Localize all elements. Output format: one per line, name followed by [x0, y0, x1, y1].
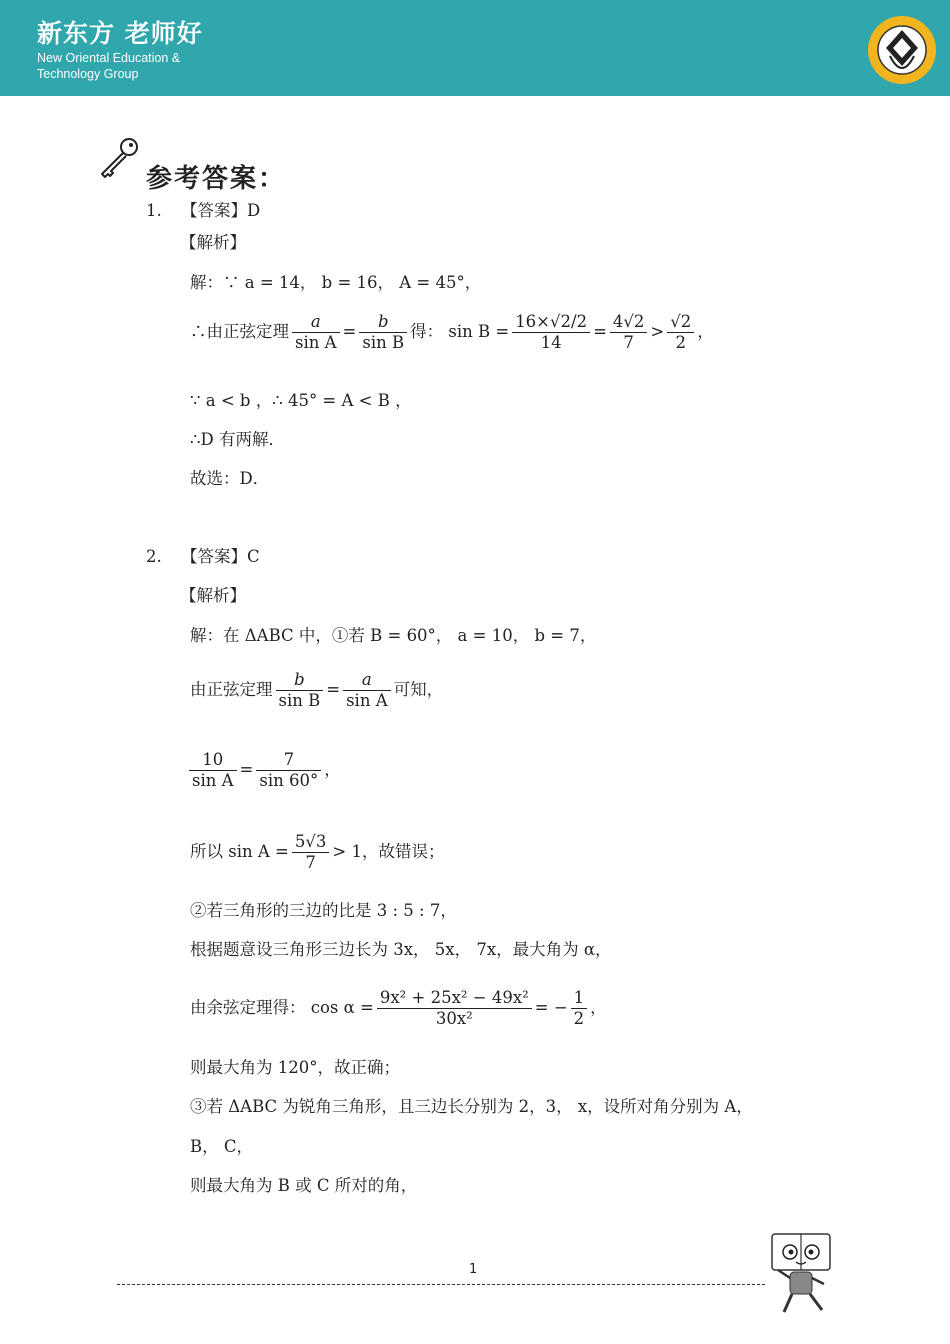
- q2-analysis-label: 【解析】: [180, 586, 246, 605]
- q1-line5: 故选：D．: [190, 469, 270, 488]
- q2-frac-5r3-7: $\frac{5√3}{7}$: [292, 832, 330, 873]
- q2-line8: 则最大角为 120°，故正确；: [190, 1058, 400, 1077]
- q2-answer: 【答案】C: [181, 547, 260, 566]
- q1-line4: ∴D 有两解．: [190, 430, 285, 449]
- q2-line6: 根据题意设三角形三边长为 3x， 5x， 7x，最大角为 α，: [190, 940, 612, 959]
- key-icon: [96, 135, 142, 181]
- q1-line2: ∴由正弦定理 $\frac{a}{\text{sin A}}$ = $\frac{b}{\text{sin B}}$ 得： sin B = $\frac{16\times√2/2}{14}$ = $\frac{4√2}{7}$ > $\frac{√2}{2}$ ，: [190, 312, 714, 352]
- q2-line2-prefix: 由正弦定理: [190, 680, 273, 699]
- q2-line9: ③若 ΔABC 为锐角三角形，且三边长分别为 2，3， x，设所对角分别为 A，: [190, 1097, 753, 1116]
- q2-frac-b-sinB: $\frac{b}{\text{sin B}}$: [276, 670, 324, 711]
- q2-line3: $\frac{10}{\text{sin A}}$ = $\frac{7}{\sin 60^\circ}$ ，: [186, 750, 341, 791]
- q2-number: 2.: [146, 547, 162, 566]
- footer-divider: [117, 1284, 765, 1285]
- q2-line7: 由余弦定理得： cos α = $\frac{\text{9x² + 25x² − 49x²}}{\text{30x²}}$ = − $\frac{1}{2}$ ，: [190, 988, 607, 1028]
- q1-line1: 解：∵ a = 14， b = 16， A = 45°，: [190, 273, 482, 292]
- q1-frac-big: $\frac{16\times√2/2}{14}$: [512, 312, 590, 353]
- section-title: 参考答案：: [146, 164, 287, 194]
- header-banner: [0, 0, 950, 96]
- q2-line5: ②若三角形的三边的比是 3 : 5 : 7，: [190, 901, 457, 920]
- q1-line2-prefix: ∴由正弦定理: [190, 322, 289, 341]
- q2-line10: B， C，: [190, 1137, 253, 1156]
- page-number: 1: [469, 1262, 478, 1277]
- brand-name-en: [37, 50, 237, 82]
- q1-answer: 【答案】D: [181, 201, 261, 220]
- q2-line4-suffix: > 1，故错误；: [332, 842, 445, 861]
- logo-icon: [868, 16, 936, 84]
- q2-frac-cos: $\frac{\text{9x² + 25x² − 49x²}}{\text{30x²}}$: [377, 988, 532, 1029]
- q1-number: 1.: [146, 201, 162, 220]
- mascot-icon: [768, 1232, 834, 1316]
- q1-frac-r2-2: $\frac{√2}{2}$: [667, 312, 694, 353]
- q2-line1: 解：在 ΔABC 中，①若 B = 60°， a = 10， b = 7，: [190, 626, 597, 645]
- q1-analysis-label: 【解析】: [180, 233, 246, 252]
- brand-en-line1: New Oriental Education &: [37, 51, 181, 65]
- q1-frac-b-sinB: $\frac{b}{\text{sin B}}$: [359, 312, 407, 353]
- q2-line2: 由正弦定理 $\frac{b}{\text{sin B}}$ = $\frac{a}{\text{sin A}}$ 可知，: [190, 670, 444, 710]
- q2-frac-7-sin60: $\frac{7}{\sin 60^\circ}$: [256, 750, 321, 791]
- q2-line2-suffix: 可知，: [393, 680, 444, 699]
- q2-line4: [190, 832, 444, 873]
- q2-frac-a-sinA: $\frac{a}{\text{sin A}}$: [343, 670, 391, 711]
- q2-frac-10-sinA: $\frac{10}{\text{sin A}}$: [189, 750, 237, 791]
- q1-frac-4r2-7: $\frac{4√2}{7}$: [610, 312, 648, 353]
- brand-name-cn: 新东方 老师好: [37, 19, 203, 48]
- q2-line7-prefix: 由余弦定理得： cos α =: [190, 998, 374, 1017]
- q2-line11: 则最大角为 B 或 C 所对的角，: [190, 1176, 418, 1195]
- q1-frac-a-sinA: $\frac{a}{\text{sin A}}$: [292, 312, 340, 353]
- q1-line2-mid: 得： sin B =: [410, 322, 510, 341]
- q1-line3: ∵ a < b ，∴ 45° = A < B ，: [190, 391, 412, 410]
- q2-header: [146, 546, 260, 568]
- q2-frac-1-2: $\frac{1}{2}$: [571, 988, 588, 1029]
- brand-en-line2: Technology Group: [37, 67, 139, 81]
- q1-header: [146, 200, 260, 222]
- q2-line4-prefix: 所以 sin A =: [190, 842, 289, 861]
